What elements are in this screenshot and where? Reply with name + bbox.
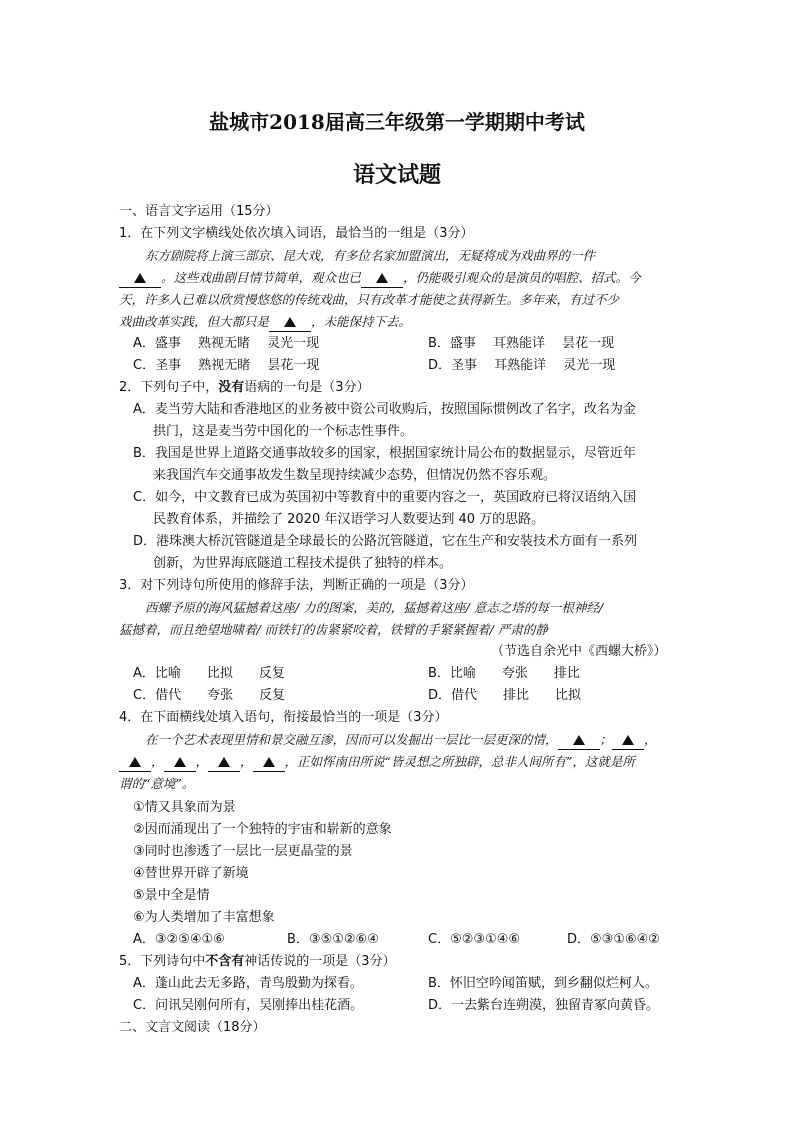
- option-d-cont: 创新，为世界海底隧道工程技术提供了独特的样本。: [153, 556, 453, 571]
- passage-line: 。这些戏曲剧目情节简单，观众也已 ，仍能吸引观众的是演员的唱腔、招式。今: [119, 269, 641, 288]
- answer-blank: [119, 269, 161, 288]
- triangle-icon: [263, 757, 275, 767]
- answer-blank: [208, 753, 240, 772]
- passage-line: 东方剧院将上演三部京、昆大戏，有多位名家加盟演出，无疑将成为戏曲界的一件: [145, 248, 596, 263]
- passage-line: 谓的“意境”。: [119, 776, 195, 791]
- option-d: D．一去紫台连朔漠，独留青冢向黄昏。: [428, 998, 660, 1013]
- passage-line: 天，许多人已难以欣赏慢悠悠的传统戏曲，只有改革才能使之获得新生。多年来，有过不少: [119, 292, 620, 307]
- question-stem: 5．下列诗句中不含有神话传说的一项是（3分）: [119, 954, 396, 969]
- option-a-cont: 拱门，这是麦当劳中国化的一个标志性事件。: [153, 424, 414, 439]
- answer-blank: [361, 269, 403, 288]
- option-c: C．如今，中文教育已成为英国初中等教育中的重要内容之一，英国政府已将汉语纳入国: [133, 490, 637, 505]
- answer-blank: [612, 731, 644, 750]
- list-item: ②因而涌现出了一个独特的宇宙和崭新的意象: [133, 822, 392, 837]
- option-a: A．蓬山此去无多路，青鸟殷勤为探看。: [133, 976, 363, 991]
- option-c: C．⑤②③①④⑥: [428, 932, 521, 947]
- answer-blank: [164, 753, 196, 772]
- option-b: B．盛事 耳熟能详 昙花一现: [428, 336, 615, 351]
- question-stem: 4．在下面横线处填入语句，衔接最恰当的一项是（3分）: [119, 710, 448, 725]
- passage-line: ， ， ， ，正如恽南田所说“皆灵想之所独辟，总非人间所有”，这就是所: [119, 753, 635, 772]
- option-c-cont: 民教育体系，并描绘了 2020 年汉语学习人数要达到 40 万的思路。: [153, 512, 545, 527]
- answer-blank: [558, 731, 600, 750]
- option-a: A．盛事 熟视无睹 灵光一现: [133, 336, 320, 351]
- question-stem: 2．下列句子中，没有语病的一句是（3分）: [119, 380, 370, 395]
- option-d: D．圣事 耳熟能详 灵光一现: [428, 358, 616, 373]
- option-b: B．我国是世界上道路交通事故较多的国家，根据国家统计局公布的数据显示，尽管近年: [133, 446, 636, 461]
- exam-title: 盐城市2018届高三年级第一学期期中考试: [209, 110, 585, 134]
- triangle-icon: [376, 273, 388, 283]
- answer-blank: [269, 313, 311, 332]
- option-b: B．比喻 夸张 排比: [428, 666, 580, 681]
- answer-blank: [119, 753, 151, 772]
- option-d: D．⑤③①⑥④②: [567, 932, 660, 947]
- exam-subtitle: 语文试题: [352, 162, 441, 188]
- option-a: A．麦当劳大陆和香港地区的业务被中资公司收购后，按照国际惯例改了名字，改名为金: [133, 402, 636, 417]
- option-c: C．问讯吴刚何所有，吴刚捧出桂花酒。: [133, 998, 364, 1013]
- list-item: ③同时也渗透了一层比一层更晶莹的景: [133, 844, 353, 859]
- triangle-icon: [218, 757, 230, 767]
- question-stem: 1．在下列文字横线处依次填入词语，最恰当的一组是（3分）: [119, 226, 474, 241]
- list-item: ⑥为人类增加了丰富想象: [133, 910, 275, 925]
- option-a: A．比喻 比拟 反复: [133, 666, 285, 681]
- option-c: C．借代 夸张 反复: [133, 688, 286, 703]
- list-item: ④替世界开辟了新境: [133, 866, 249, 881]
- answer-blank: [253, 753, 285, 772]
- triangle-icon: [573, 735, 585, 745]
- triangle-icon: [129, 757, 141, 767]
- triangle-icon: [174, 757, 186, 767]
- option-b: B．③⑤①②⑥④: [287, 932, 379, 947]
- poem-line: 猛撼着，而且绝望地啸着/ 而铁钉的齿紧紧咬着，铁臂的手紧紧握着/ 严肃的静: [119, 622, 548, 637]
- triangle-icon: [134, 273, 146, 283]
- list-item: ⑤景中全是情: [133, 888, 210, 903]
- option-b-cont: 来我国汽车交通事故发生数呈现持续减少态势，但情况仍然不容乐观。: [153, 468, 557, 483]
- passage-line: 在一个艺术表现里情和景交融互渗，因而可以发掘出一层比一层更深的情， ； ，: [145, 731, 657, 750]
- option-b: B．怀旧空吟闻笛赋，到乡翻似烂柯人。: [428, 976, 658, 991]
- question-stem: 3．对下列诗句所使用的修辞手法，判断正确的一项是（3分）: [119, 578, 474, 593]
- option-a: A．③②⑤④①⑥: [133, 932, 225, 947]
- passage-line: 戏曲改革实践，但大都只是 ，未能保持下去。: [119, 313, 411, 332]
- poem-source: （节选自余光中《西螺大桥》）: [491, 644, 667, 659]
- option-d: D．港珠澳大桥沉管隧道是全球最长的公路沉管隧道，它在生产和安装技术方面有一系列: [133, 534, 638, 549]
- option-d: D．借代 排比 比拟: [428, 688, 582, 703]
- option-c: C．圣事 熟视无睹 昙花一现: [133, 358, 320, 373]
- triangle-icon: [284, 317, 296, 327]
- poem-line: 西螺予原的海风猛撼着这座/ 力的图案，美的，猛撼着这座/ 意志之塔的每一根神经/: [145, 600, 604, 615]
- list-item: ①情又具象而为景: [133, 800, 236, 815]
- section-heading: 二、文言文阅读（18分）: [119, 1020, 266, 1035]
- triangle-icon: [622, 735, 634, 745]
- section-heading: 一、语言文字运用（15分）: [119, 204, 279, 219]
